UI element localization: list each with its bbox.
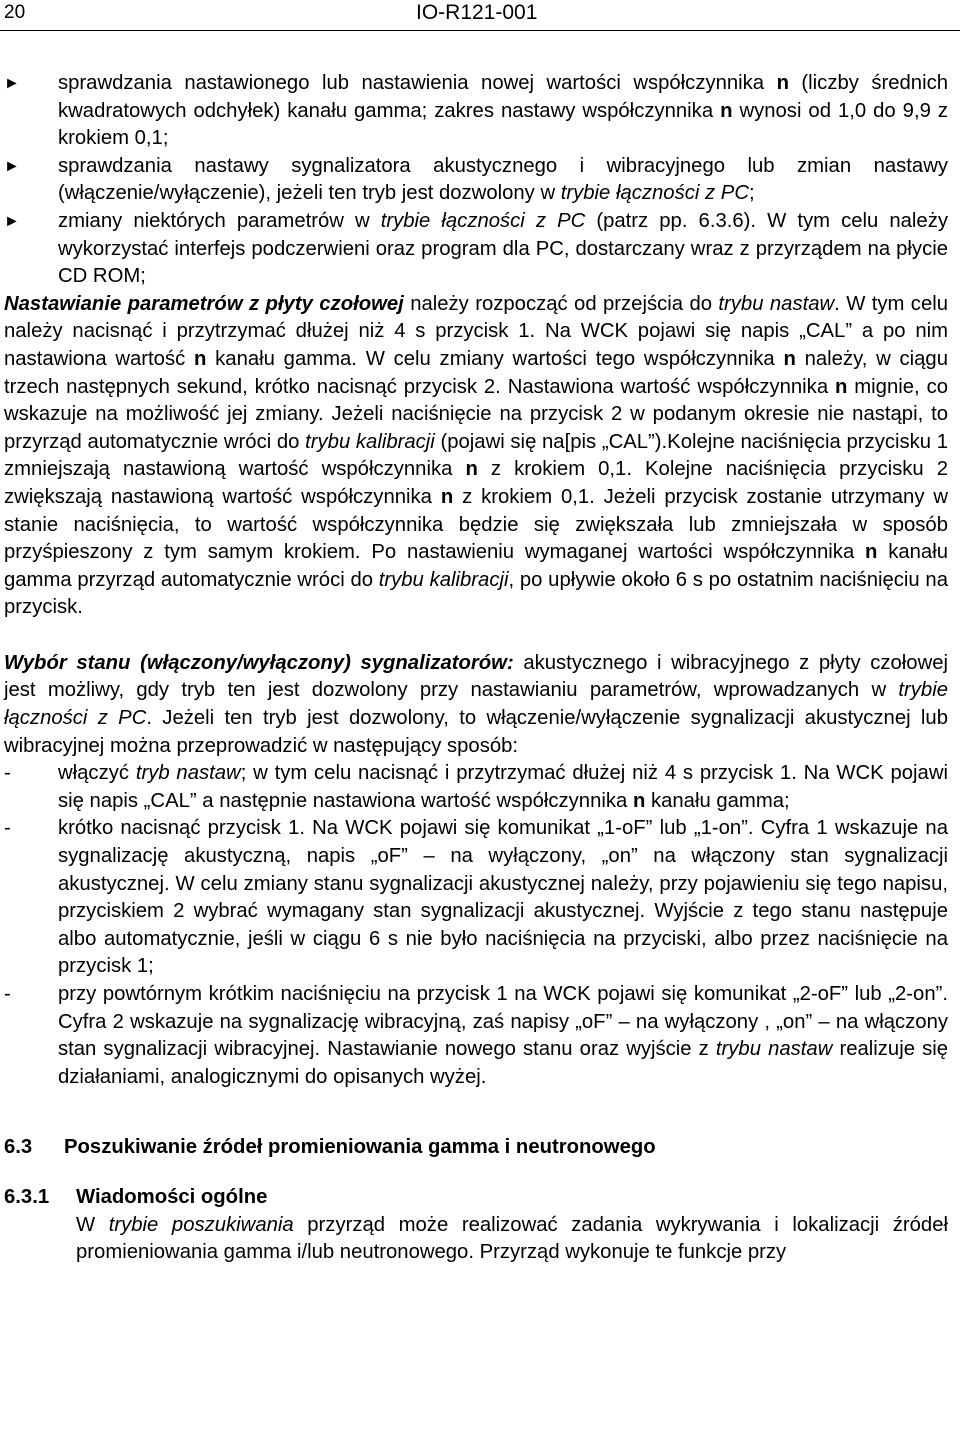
section-title: Poszukiwanie źródeł promieniowania gamma i neutronowego bbox=[64, 1136, 656, 1159]
dash-marker: - bbox=[4, 762, 11, 785]
bullet-text: sprawdzania nastawionego lub nastawienia nowej wartości współczynnika n (liczby średnich kwadratowych odchyłek) kanału gamma; zakres nastawy współczynnika n wynosi od 1,0 do 9,9 z krokiem 0,1; bbox=[58, 72, 949, 150]
paragraph-signal-selection: Wybór stanu (włączony/wyłączony) sygnalizatorów: akustycznego i wibracyjnego z płyty czołowej jest możliwy, gdy tryb ten jest dozwolony przy nastawianiu parametrów, wprowadzanych w trybie łączności z PC. Jeżeli ten tryb jest dozwolony, to włączenie/wyłączenie sygnalizacji akustycznej lub wibracyjnej można przeprowadzić w następujący sposób: bbox=[4, 651, 948, 757]
dash-item bbox=[4, 815, 948, 981]
dash-text: przy powtórnym krótkim naciśnięciu na przycisk 1 na WCK pojawi się komunikat „2-oF” lub „2-on”. Cyfra 2 wskazuje na sygnalizację wibracyjną, zaś napisy „oF” – na wyłączony , „on” – na włączony stan sygnalizacji wibracyjnej. Nastawianie nowego stanu oraz wyjście z trybu nastaw realizuje się działaniami, analogicznymi do opisanych wyżej. bbox=[58, 983, 948, 1088]
dash-text: krótko nacisnąć przycisk 1. Na WCK pojawi się komunikat „1-oF” lub „1-on”. Cyfra 1 wskazuje na sygnalizację akustyczną, napis „oF” – na wyłączony, „on” na włączony stan sygnalizacji akustycznej. W celu zmiany stanu sygnalizacji akustycznej należy, przy pojawieniu się tego napisu, przyciskiem 2 wybrać wymagany stan sygnalizacji akustycznej. Wyjście z tego stanu następuje albo automatycznie, jeśli w ciągu 6 s nie było naciśnięcia na przyciski, albo przez naciśnięcie na przycisk 1; bbox=[58, 817, 948, 978]
dash-text: włączyć tryb nastaw; w tym celu nacisnąć i przytrzymać dłużej niż 4 s przycisk 1. Na WCK pojawi się napis „CAL” a następnie nastawiona wartość współczynnika n kanału gamma; bbox=[58, 762, 948, 812]
bullet-text: sprawdzania nastawy sygnalizatora akustycznego i wibracyjnego lub zmian nastawy (włączenie/wyłączenie), jeżeli ten tryb jest dozwolony w trybie łączności z PC; bbox=[58, 154, 948, 205]
header-rule bbox=[0, 30, 960, 31]
page-header bbox=[0, 0, 960, 34]
dash-marker: - bbox=[4, 983, 11, 1005]
bullet-arrow-icon: ► bbox=[4, 157, 20, 175]
section-title: Wiadomości ogólne bbox=[76, 1185, 268, 1208]
bullet-item bbox=[4, 70, 948, 153]
paragraph-general-info: W trybie poszukiwania przyrząd może realizować zadania wykrywania i lokalizacji źródeł promieniowania gamma i/lub neutronowego. Przyrząd wykonuje te funkcje przy bbox=[76, 1213, 948, 1264]
section-heading-6-3 bbox=[4, 1134, 948, 1162]
dash-marker: - bbox=[4, 817, 11, 840]
section-heading-6-3-1 bbox=[4, 1184, 948, 1212]
paragraph-parameter-setting: Nastawianie parametrów z płyty czołowej należy rozpocząć od przejścia do trybu nastaw. W tym celu należy nacisnąć i przytrzymać dłużej niż 4 s przycisk 1. Na WCK pojawi się napis „CAL” a po nim nastawiona wartość n kanału gamma. W celu zmiany wartości tego współczynnika n należy, w ciągu trzech następnych sekund, krótko nacisnąć przycisk 2. Nastawiona wartość współczynnika n mignie, co wskazuje na możliwość jej zmiany. Jeżeli naciśnięcie na przycisk 2 w podanym okresie nie nastąpi, to przyrząd automatycznie wróci do trybu kalibracji (pojawi się na[pis „CAL”).Kolejne naciśnięcia przycisku 1 zmniejszają nastawioną wartość współczynnika n z krokiem 0,1. Kolejne naciśnięcia przycisku 2 zwiększają nastawioną wartość współczynnika n z krokiem 0,1. Jeżeli przycisk zostanie utrzymany w stanie naciśnięcia, to wartość współczynnika będzie się zwiększała lub zmniejszała w sposób przyśpieszony z tym samym krokiem. Po nastawieniu wymaganej wartości współczynnika n kanału gamma przyrząd automatycznie wróci do trybu kalibracji, po upływie około 6 s po ostatnim naciśnięciu na przycisk. bbox=[4, 292, 949, 619]
dash-item bbox=[4, 981, 948, 1091]
section-number: 6.3 bbox=[4, 1136, 33, 1159]
section-number: 6.3.1 bbox=[4, 1185, 50, 1208]
dash-item bbox=[4, 760, 948, 815]
document-code: IO-R121-001 bbox=[416, 1, 538, 24]
bullet-text: zmiany niektórych parametrów w trybie łączności z PC (patrz pp. 6.3.6). W tym celu należy wykorzystać interfejs podczerwieni oraz program dla PC, dostarczany wraz z przyrządem na płycie CD ROM; bbox=[58, 209, 948, 288]
bullet-arrow-icon: ► bbox=[4, 212, 20, 230]
bullet-item bbox=[4, 208, 948, 291]
bullet-item bbox=[4, 153, 948, 208]
bullet-arrow-icon: ► bbox=[4, 75, 20, 92]
body-text bbox=[4, 70, 948, 1267]
page-number: 20 bbox=[4, 2, 26, 23]
